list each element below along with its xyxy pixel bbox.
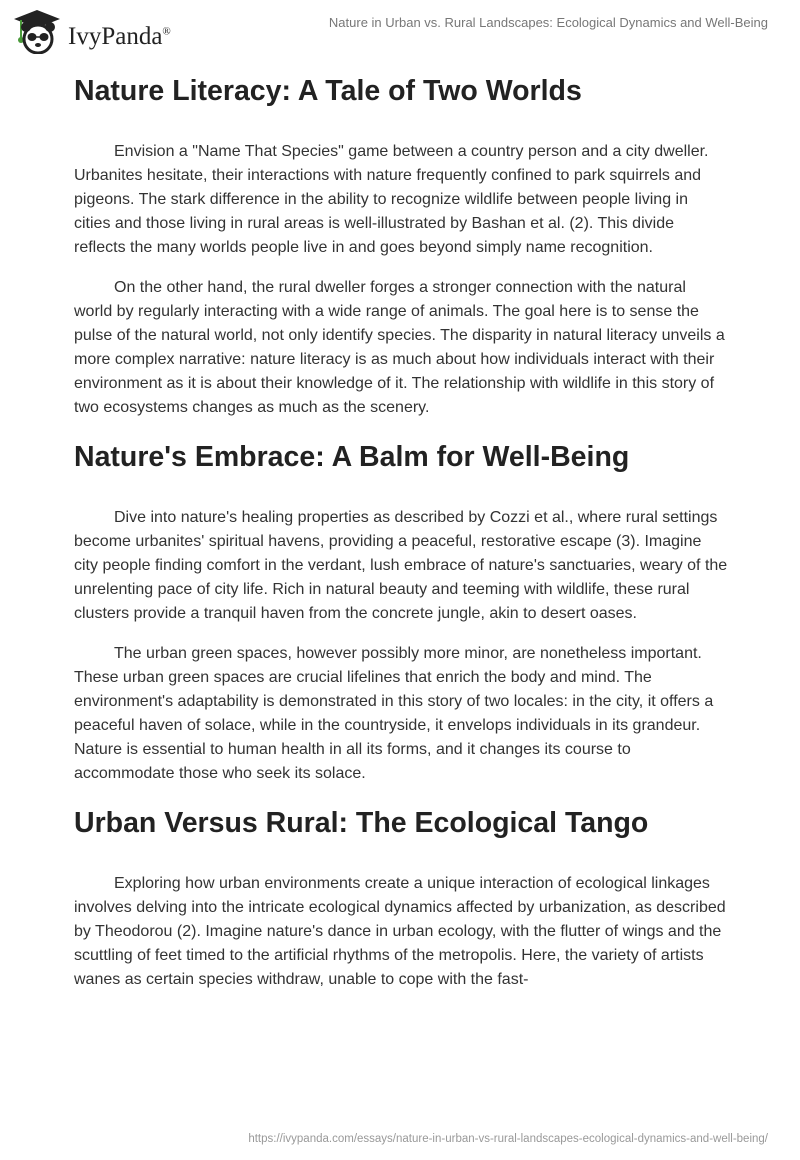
source-url[interactable]: https://ivypanda.com/essays/nature-in-urban-vs-rural-landscapes-ecological-dynamics-and-well-being/ <box>248 1133 768 1145</box>
section-heading: Urban Versus Rural: The Ecological Tango <box>74 807 649 839</box>
section-heading: Nature's Embrace: A Balm for Well-Being <box>74 441 630 473</box>
ivypanda-logo[interactable] <box>12 8 171 54</box>
paragraph: Dive into nature's healing properties as described by Cozzi et al., where rural settings become urbanites' spiritual havens, providing a peaceful, restorative escape (3). Imagine city people finding comfort in the verdant, lush embrace of nature's sanctuaries, weary of the unrelenting pace of city life. Rich in natural beauty and teeming with wildlife, these rural clusters provide a tranquil haven from the concrete jungle, akin to desert oases. <box>74 509 728 622</box>
page-header <box>0 0 800 60</box>
paragraph: Envision a "Name That Species" game between a country person and a city dweller. Urbanites hesitate, their interactions with nature frequently confined to park squirrels and pigeons. The stark difference in the ability to recognize wildlife between people living in cities and those living in rural areas is well-illustrated by Bashan et al. (2). This divide reflects the many worlds people live in and goes beyond simply name recognition. <box>74 143 709 256</box>
document-title: Nature in Urban vs. Rural Landscapes: Ecological Dynamics and Well-Being <box>328 15 768 30</box>
essay-content <box>74 70 728 1008</box>
paragraph: Exploring how urban environments create a unique interaction of ecological linkages involves delving into the intricate ecological dynamics affected by urbanization, as described by Theodorou (2). Imagine nature's dance in urban ecology, with the flutter of wings and the scuttling of feet timed to the artificial rhythms of the metropolis. Here, the variety of artists wanes as certain species withdraw, unable to cope with the fast- <box>74 875 726 988</box>
paragraph: On the other hand, the rural dweller forges a stronger connection with the natural world by regularly interacting with a wide range of animals. The goal here is to sense the pulse of the natural world, not only identify species. The disparity in natural literacy unveils a more complex narrative: nature literacy is as much about how individuals interact with their environment as it is about their knowledge of it. The relationship with wildlife in this story of two ecosystems changes as much as the scenery. <box>74 279 725 416</box>
paragraph: The urban green spaces, however possibly more minor, are nonetheless important. These urban green spaces are crucial lifelines that enrich the body and mind. The environment's adaptability is demonstrated in this story of two locales: in the city, it offers a peaceful haven of solace, while in the countryside, it envelops individuals in its grandeur. Nature is essential to human health in all its forms, and it changes its course to accommodate those who seek its solace. <box>74 645 714 782</box>
logo-text: IvyPanda® <box>68 23 171 50</box>
panda-graduate-icon <box>12 8 62 54</box>
section-heading: Nature Literacy: A Tale of Two Worlds <box>74 75 582 107</box>
